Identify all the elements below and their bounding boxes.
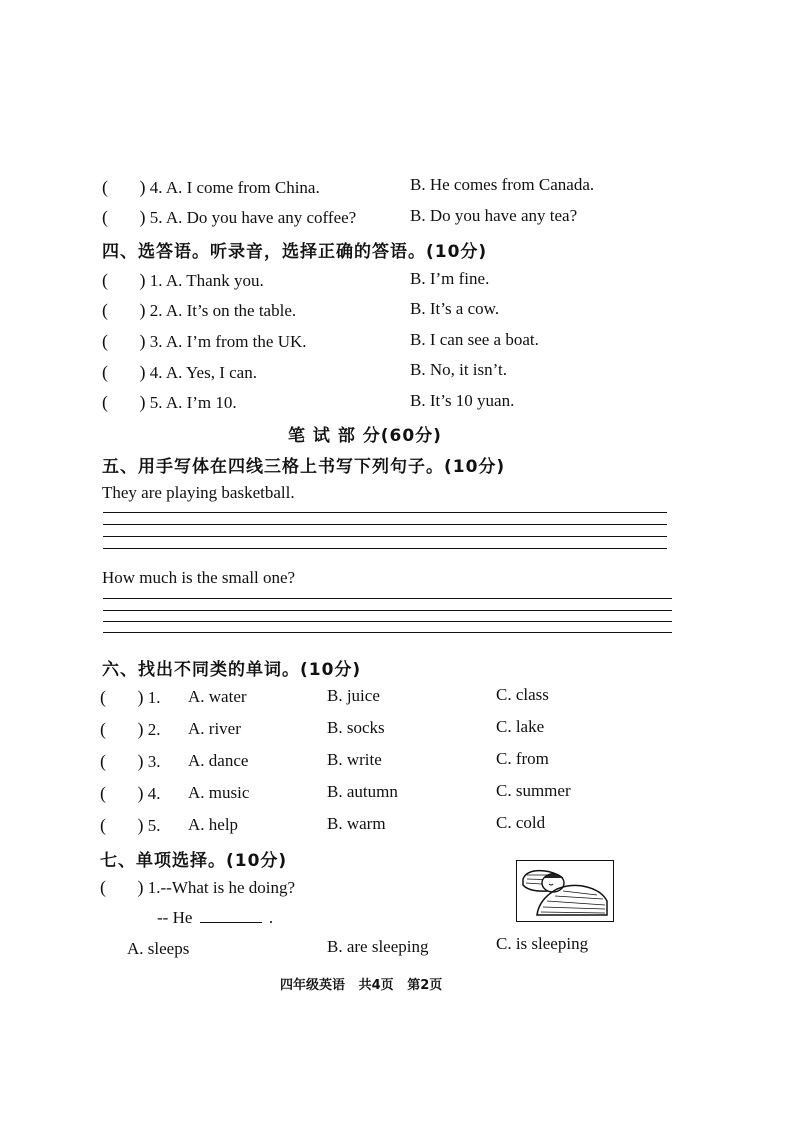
option-a: A. I’m 10. xyxy=(165,393,237,412)
section7-heading: 七、单项选择。(10分) xyxy=(100,851,288,871)
copy-sentence-2: How much is the small one? xyxy=(102,568,296,587)
s6-row-4-a: A. music xyxy=(188,783,250,802)
s4-row-3-b: B. I can see a boat. xyxy=(410,330,539,349)
option-a: A. I come from China. xyxy=(165,178,320,197)
s6-row-3-b: B. write xyxy=(327,750,382,769)
item-number: 5. xyxy=(149,208,163,227)
item-number: 4. xyxy=(149,178,163,197)
sleeping-boy-icon xyxy=(517,861,612,920)
s6-row-2-a: A. river xyxy=(188,719,241,738)
s4-row-1 xyxy=(102,270,264,291)
option-a: A. Yes, I can. xyxy=(165,363,257,382)
answer-bracket[interactable]: ( ) xyxy=(100,687,144,707)
question-text: 1.--What is he doing? xyxy=(147,878,296,897)
s6-row-2-b: B. socks xyxy=(327,718,385,737)
s4-row-5-b: B. It’s 10 yuan. xyxy=(410,391,515,410)
s7-option-a: A. sleeps xyxy=(127,939,190,958)
answer-bracket[interactable]: ( ) xyxy=(102,300,146,320)
s6-row-1-b: B. juice xyxy=(327,686,380,705)
s4-row-1-b: B. I’m fine. xyxy=(410,269,490,288)
s4-row-5 xyxy=(102,392,237,413)
s3-row-5 xyxy=(102,207,356,228)
sleeping-boy-picture xyxy=(516,860,614,922)
item-number: 3. xyxy=(149,332,163,351)
s7-question-1 xyxy=(100,877,295,898)
answer-suffix: . xyxy=(268,908,274,927)
item-number: 5. xyxy=(149,393,163,412)
s3-row-4-b: B. He comes from Canada. xyxy=(410,175,595,194)
s3-row-4 xyxy=(102,177,320,198)
s6-row-2-c: C. lake xyxy=(496,717,545,736)
written-part-heading: 笔 试 部 分(60分) xyxy=(288,426,442,446)
option-a: A. I’m from the UK. xyxy=(165,332,307,351)
s4-row-2 xyxy=(102,300,296,321)
s7-option-b: B. are sleeping xyxy=(327,937,429,956)
s6-row-3-a: A. dance xyxy=(188,751,249,770)
item-number: 5. xyxy=(147,816,161,835)
answer-bracket[interactable]: ( ) xyxy=(100,751,144,771)
s4-row-4 xyxy=(102,362,257,383)
s6-row-1 xyxy=(100,687,161,708)
item-number: 2. xyxy=(149,301,163,320)
s6-row-4-c: C. summer xyxy=(496,781,571,800)
section6-heading: 六、找出不同类的单词。(10分) xyxy=(102,660,362,680)
item-number: 3. xyxy=(147,752,161,771)
section5-heading: 五、用手写体在四线三格上书写下列句子。(10分) xyxy=(102,457,506,477)
s6-row-1-c: C. class xyxy=(496,685,549,704)
option-a: A. Thank you. xyxy=(165,271,264,290)
s6-row-2 xyxy=(100,719,161,740)
answer-blank[interactable] xyxy=(200,908,262,923)
s6-row-1-a: A. water xyxy=(188,687,247,706)
s4-row-3 xyxy=(102,331,307,352)
section4-heading: 四、选答语。听录音，选择正确的答语。(10分) xyxy=(102,242,488,262)
option-a: A. It’s on the table. xyxy=(165,301,297,320)
item-number: 1. xyxy=(149,271,163,290)
item-number: 4. xyxy=(149,363,163,382)
answer-bracket[interactable]: ( ) xyxy=(102,362,146,382)
s3-row-5-b: B. Do you have any tea? xyxy=(410,206,578,225)
item-number: 1. xyxy=(147,688,161,707)
copy-sentence-1: They are playing basketball. xyxy=(102,483,295,502)
s6-row-3 xyxy=(100,751,161,772)
s6-row-4 xyxy=(100,783,161,804)
answer-prefix: -- He xyxy=(157,908,193,927)
s6-row-5-b: B. warm xyxy=(327,814,386,833)
option-a: A. Do you have any coffee? xyxy=(165,208,357,227)
s7-answer-line xyxy=(157,908,273,928)
s4-row-2-b: B. It’s a cow. xyxy=(410,299,500,318)
answer-bracket[interactable]: ( ) xyxy=(102,331,146,351)
answer-bracket[interactable]: ( ) xyxy=(102,392,146,412)
answer-bracket[interactable]: ( ) xyxy=(102,177,146,197)
item-number: 2. xyxy=(147,720,161,739)
s6-row-5-a: A. help xyxy=(188,815,239,834)
s6-row-5 xyxy=(100,815,161,836)
s6-row-4-b: B. autumn xyxy=(327,782,398,801)
answer-bracket[interactable]: ( ) xyxy=(100,877,144,897)
s7-option-c: C. is sleeping xyxy=(496,934,589,953)
answer-bracket[interactable]: ( ) xyxy=(100,815,144,835)
s6-row-3-c: C. from xyxy=(496,749,549,768)
answer-bracket[interactable]: ( ) xyxy=(100,719,144,739)
item-number: 4. xyxy=(147,784,161,803)
answer-bracket[interactable]: ( ) xyxy=(100,783,144,803)
s6-row-5-c: C. cold xyxy=(496,813,546,832)
s4-row-4-b: B. No, it isn’t. xyxy=(410,360,507,379)
page-footer: 四年级英语 共4页 第2页 xyxy=(280,978,443,993)
answer-bracket[interactable]: ( ) xyxy=(102,207,146,227)
answer-bracket[interactable]: ( ) xyxy=(102,270,146,290)
